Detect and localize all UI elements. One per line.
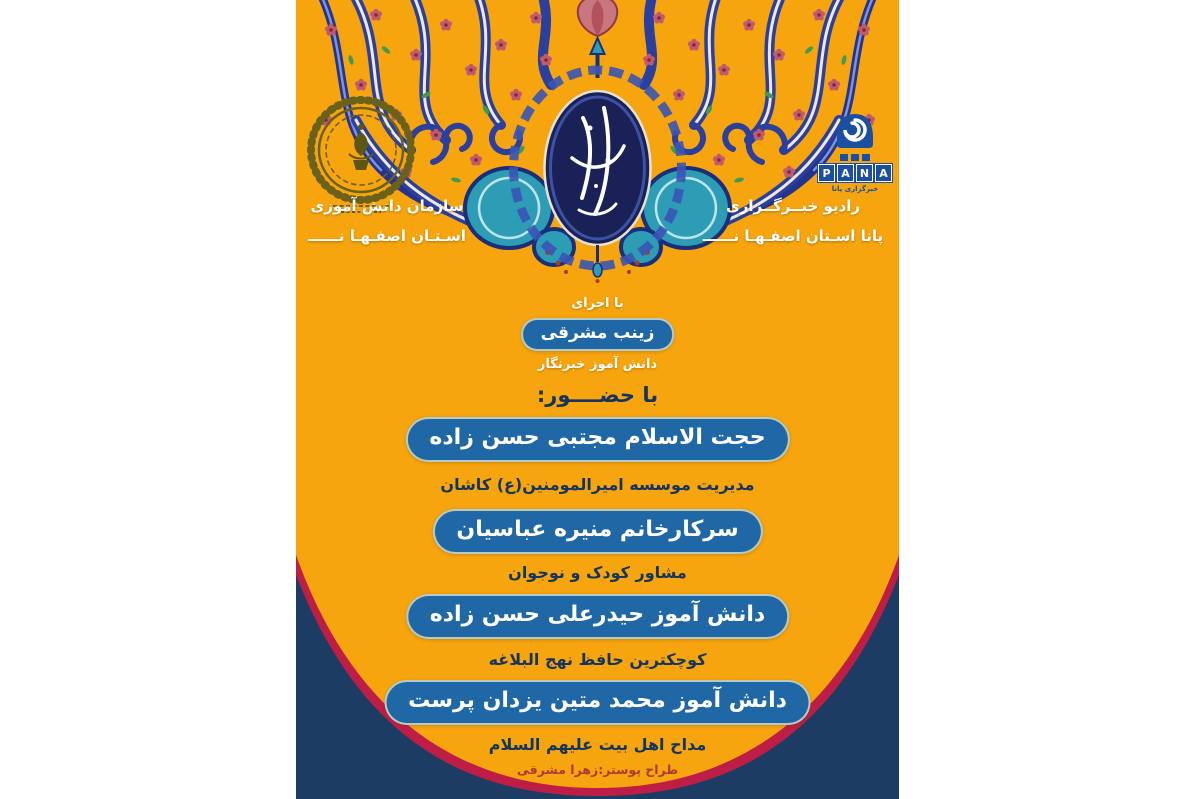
- host-intro-label: با اجرای: [571, 296, 624, 311]
- guest-name-pill: دانش آموز محمد متین یزدان پرست: [384, 680, 811, 725]
- pana-flame-icon: [833, 110, 877, 152]
- guest-role-label: مدیریت موسسه امیرالمومنین(ع) کاشان: [440, 475, 755, 494]
- host-role-label: دانش آموز خبرنگار: [537, 357, 658, 372]
- guest-role-label: مشاور کودک و نوجوان: [508, 563, 687, 582]
- pana-letters: [818, 164, 892, 182]
- pendant-drop: [593, 245, 602, 283]
- right-org-line1: رادیو خبــرگــزاری: [725, 197, 861, 215]
- guest-name-pill: سرکارخانم منیره عباسیان: [432, 509, 762, 554]
- pana-caption: خبرگزاری پانا: [831, 185, 879, 193]
- poster-designer-credit: طراح پوستر:زهرا مشرقی: [516, 762, 679, 777]
- pana-logo: [815, 110, 895, 193]
- top-flower-motif: [578, 0, 617, 54]
- pana-letter-a2: A: [875, 164, 892, 182]
- host-name-pill: زینب مشرقی: [521, 318, 675, 351]
- pana-squares: [840, 154, 870, 161]
- guest-name-pill: دانش آموز حیدرعلی حسن زاده: [406, 594, 789, 639]
- attendance-heading: با حضــــور:: [536, 383, 659, 407]
- guest-role-label: کوچکترین حافظ نهج البلاغه: [488, 650, 707, 669]
- right-org-line2: پانا اسـتان اصفـهـا نــــــ: [702, 227, 884, 245]
- guest-name-pill: حجت الاسلام مجتبی حسن زاده: [405, 417, 789, 462]
- guest-role-label: مداح اهل بیت علیهم السلام: [488, 735, 707, 754]
- pana-letter-a1: A: [837, 164, 854, 182]
- left-org-line2: اسـتـان اصفـهـا نــــــ: [308, 227, 466, 245]
- pana-letter-p: P: [818, 164, 835, 182]
- event-poster: [296, 0, 899, 799]
- left-org-line1: سازمان دانش آموزی: [310, 197, 464, 215]
- pana-letter-n: N: [856, 164, 873, 182]
- calligraphy-medallion: [514, 70, 682, 266]
